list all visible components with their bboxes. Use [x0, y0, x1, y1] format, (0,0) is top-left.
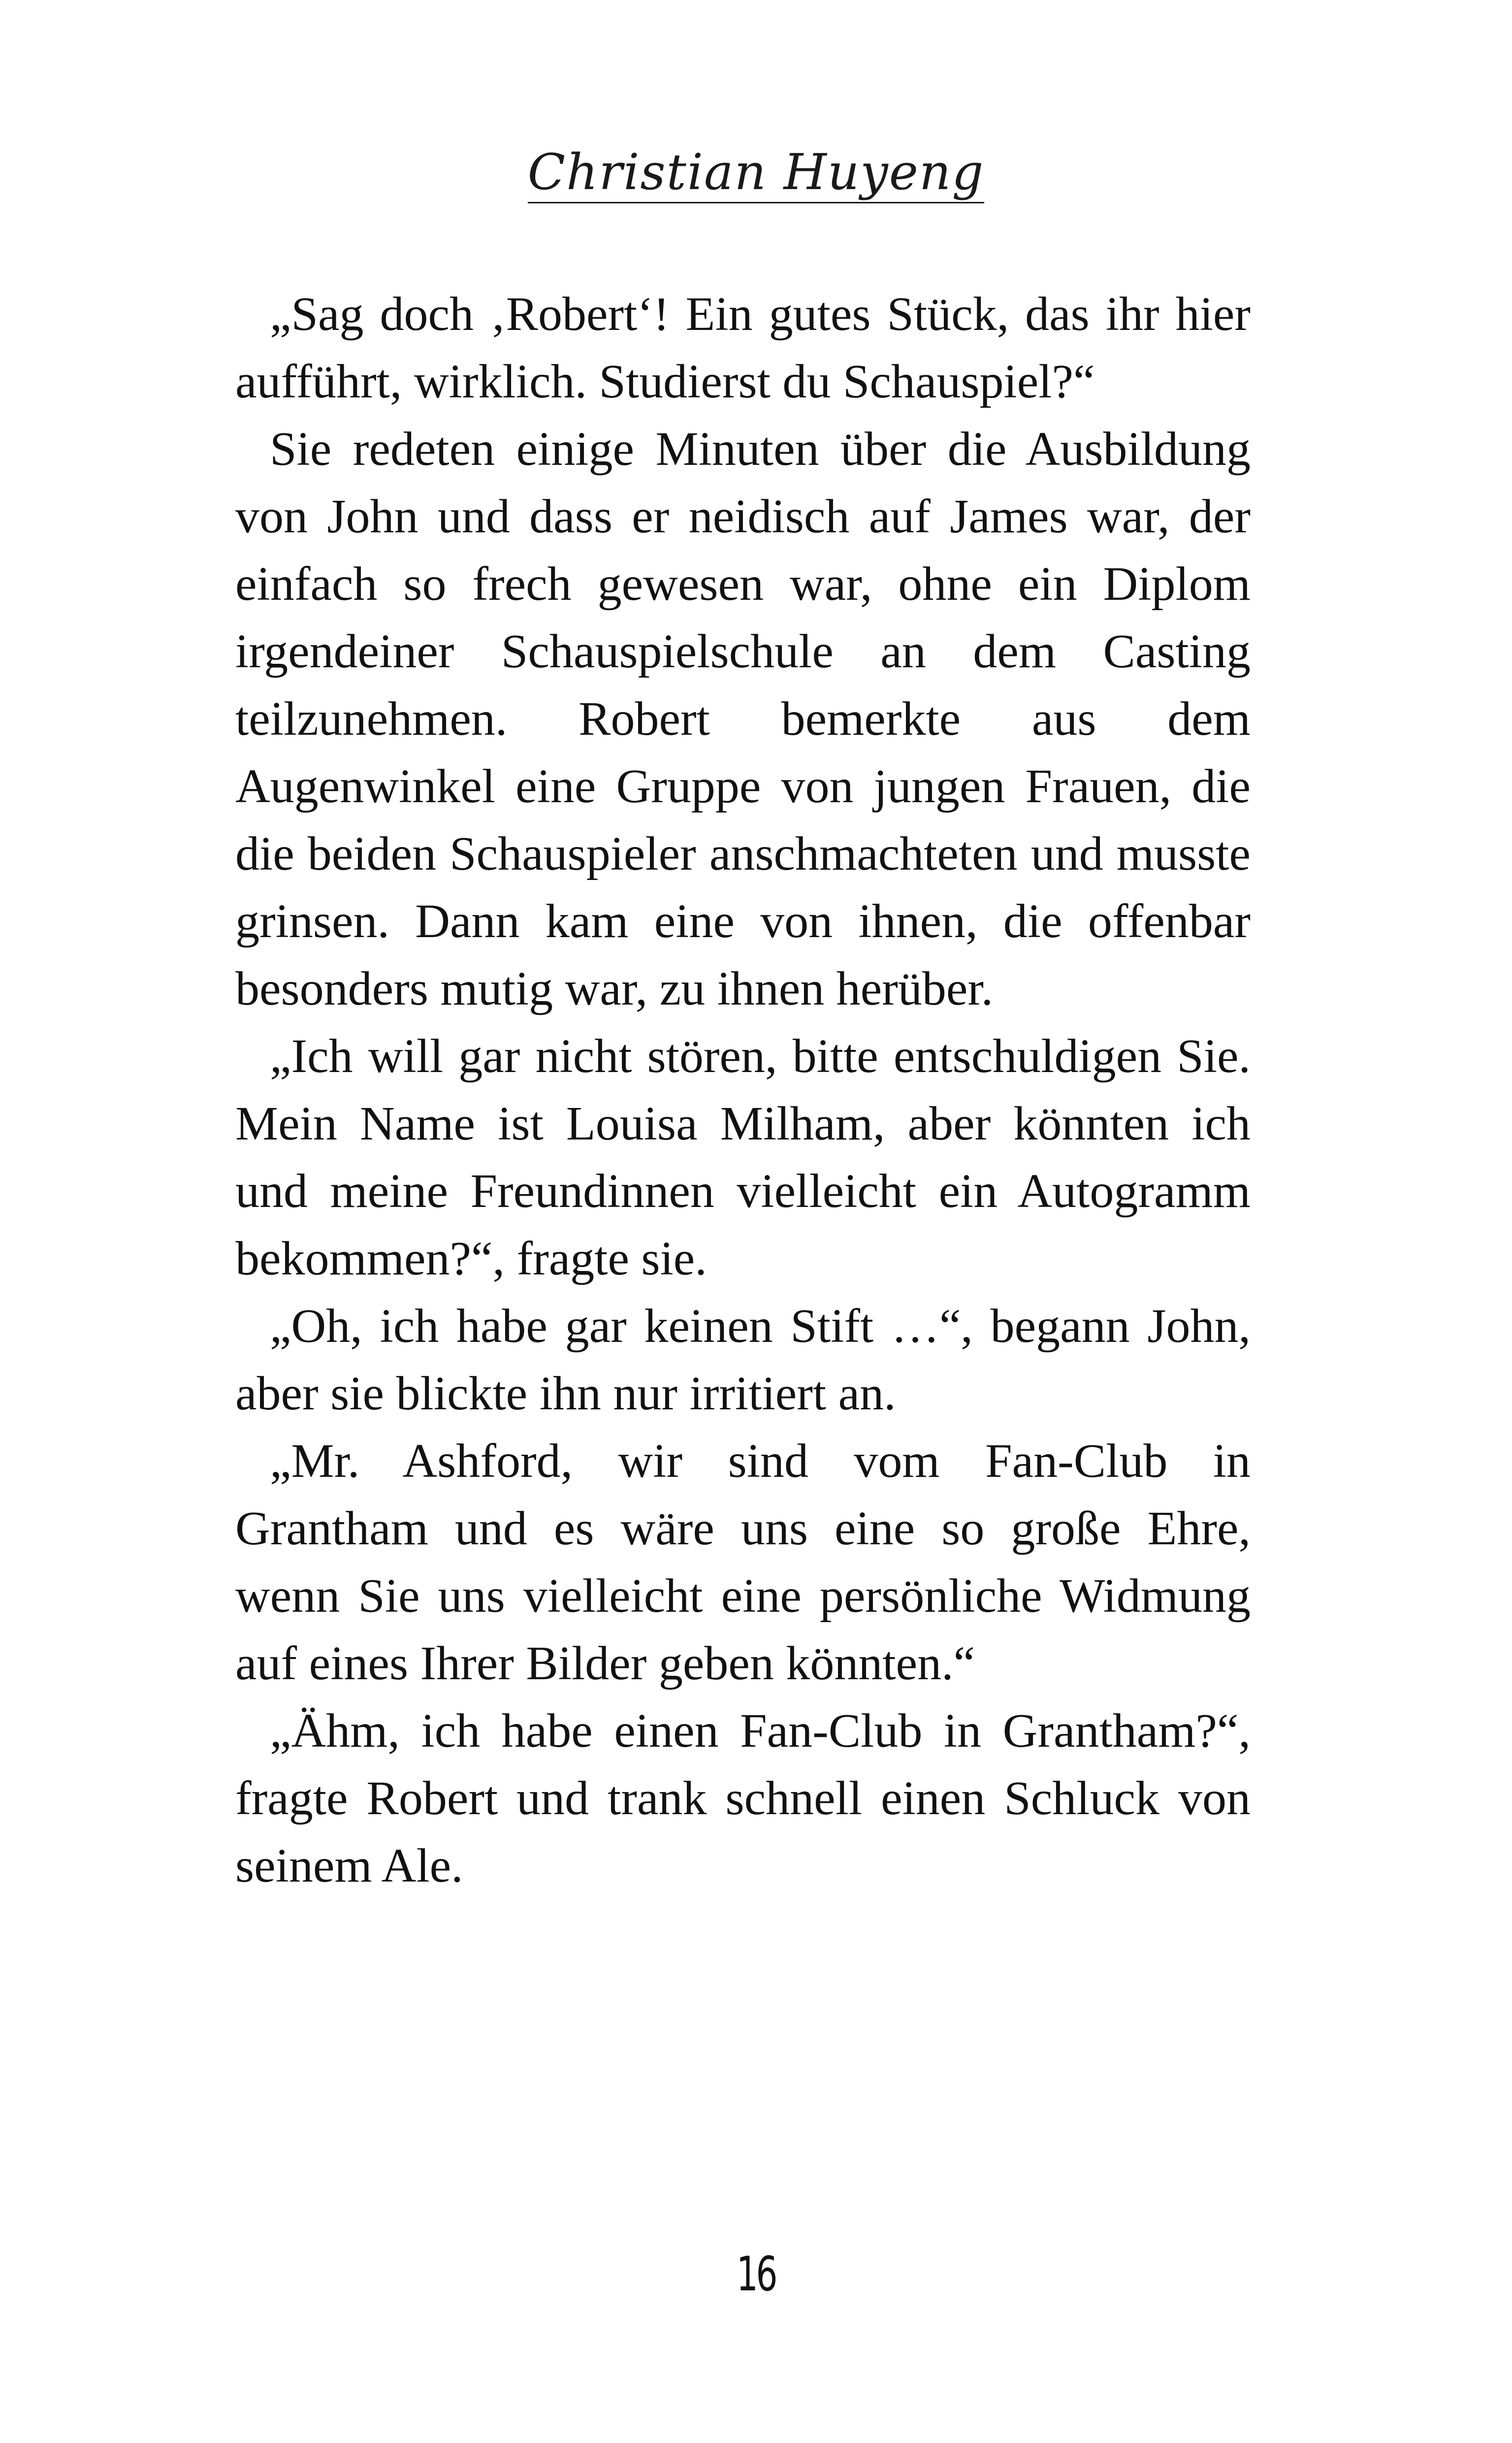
author-signature: Christian Huyeng: [528, 148, 985, 203]
paragraph: „Ähm, ich habe einen Fan-Club in Grantham?“, fragte Robert und trank schnell einen Schluck von seinem Ale.: [235, 1704, 1251, 1892]
body-text: [235, 281, 1251, 1900]
page-number: 16: [736, 2247, 776, 2302]
paragraph: „Oh, ich habe gar keinen Stift …“, begann John, aber sie blickte ihn nur irritiert an.: [235, 1300, 1251, 1420]
paragraph: „Mr. Ashford, wir sind vom Fan-Club in Grantham und es wäre uns eine so große Ehre, wenn Sie uns vielleicht eine persönliche Widmung auf eines Ihrer Bilder geben könnten.“: [235, 1434, 1251, 1690]
paragraph: „Ich will gar nicht stören, bitte entschuldigen Sie. Mein Name ist Louisa Milham, aber könnten ich und meine Freundinnen vielleicht ein Autogramm bekommen?“, fragte sie.: [235, 1030, 1251, 1285]
paragraph: „Sag doch ‚Robert‘! Ein gutes Stück, das ihr hier aufführt, wirklich. Studierst du Schauspiel?“: [235, 288, 1251, 408]
paragraph: Sie redeten einige Minuten über die Ausbildung von John und dass er neidisch auf James war, der einfach so frech gewesen war, ohne ein Diplom irgendeiner Schauspielschule an dem Casting teilzunehmen. Robert bemerkte aus dem Augenwinkel eine Gruppe von jungen Frauen, die die beiden Schauspieler anschmachteten und musste grinsen. Dann kam eine von ihnen, die offenbar besonders mutig war, zu ihnen herüber.: [235, 423, 1251, 1015]
page-header: [0, 143, 1512, 203]
